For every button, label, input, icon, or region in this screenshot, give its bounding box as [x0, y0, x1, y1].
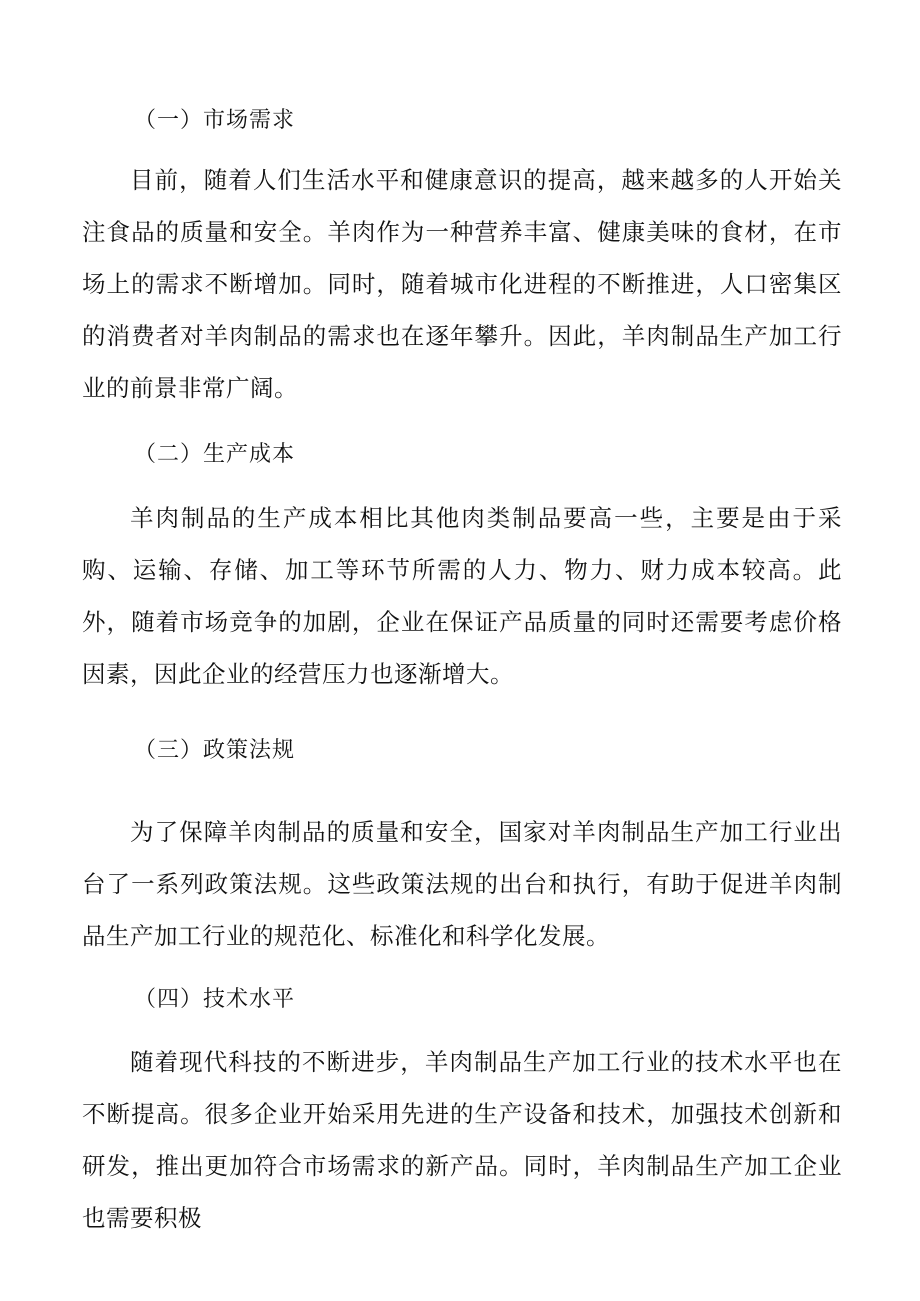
section-body-production-cost: 羊肉制品的生产成本相比其他肉类制品要高一些，主要是由于采购、运输、存储、加工等环节所需的人力、物力、财力成本较高。此外，随着市场竞争的加剧，企业在保证产品质量的同时还需要考虑价格因素，因此企业的经营压力也逐渐增大。 — [82, 504, 842, 688]
section-heading-technology-level: （四）技术水平 — [134, 987, 296, 1012]
section-heading-policy-regulation: （三）政策法规 — [134, 738, 296, 763]
section-body-policy-regulation: 为了保障羊肉制品的质量和安全，国家对羊肉制品生产加工行业出台了一系列政策法规。这些政策法规的出台和执行，有助于促进羊肉制品生产加工行业的规范化、标准化和科学化发展。 — [82, 818, 842, 950]
section-heading-market-demand: （一）市场需求 — [134, 108, 296, 133]
section-body-technology-level: 随着现代科技的不断进步，羊肉制品生产加工行业的技术水平也在不断提高。很多企业开始采用先进的生产设备和技术，加强技术创新和研发，推出更加符合市场需求的新产品。同时，羊肉制品生产加工企业也需要积极 — [82, 1048, 842, 1232]
section-body-market-demand: 目前，随着人们生活水平和健康意识的提高，越来越多的人开始关注食品的质量和安全。羊肉作为一种营养丰富、健康美味的食材，在市场上的需求不断增加。同时，随着城市化进程的不断推进，人口密集区的消费者对羊肉制品的需求也在逐年攀升。因此，羊肉制品生产加工行业的前景非常广阔。 — [82, 166, 842, 402]
section-heading-production-cost: （二）生产成本 — [134, 442, 296, 467]
